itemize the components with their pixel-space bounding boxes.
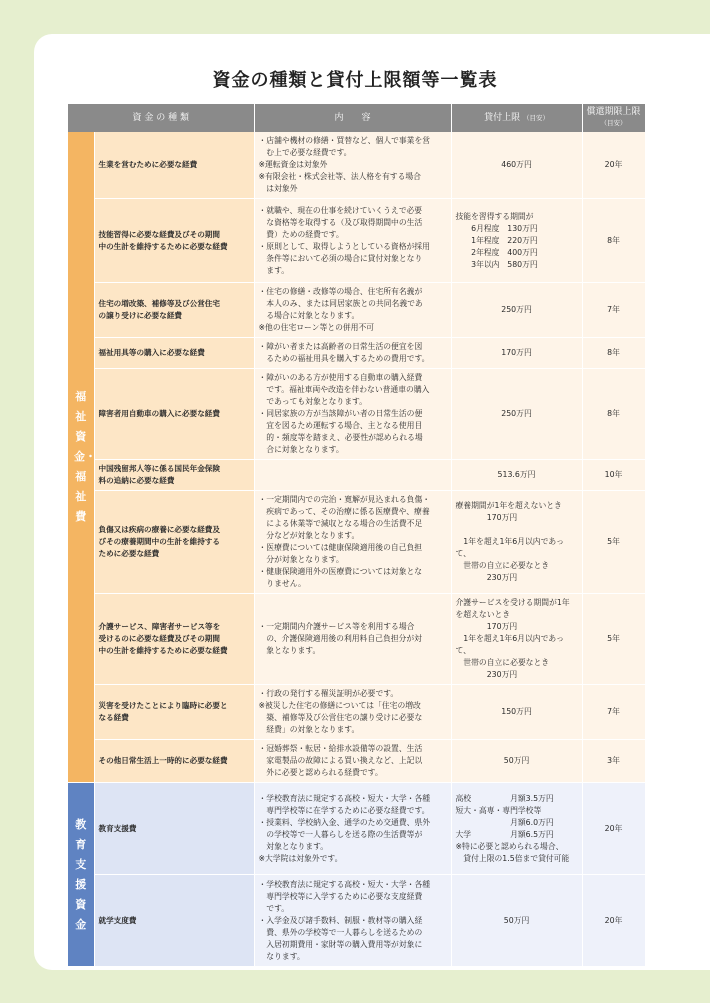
row-content: ・就職や、現在の仕事を続けていくうえで必要 な資格等を取得する（及び取得期間中の生活 費）ための経費です。 ・原則として、取得しようとしている資格が採用 条件等において必須の場合に貸付対象となり ます。: [254, 199, 451, 283]
header-period: [582, 104, 645, 132]
table-row: [68, 594, 645, 685]
row-period: 8年: [582, 338, 645, 369]
row-limit: 高校 月額3.5万円 短大・高専・専門学校等 月額6.0万円 大学 月額6.5万円 ※特に必要と認められる場合、 貸付上限の1.5倍まで貸付可能: [451, 783, 582, 875]
row-content: ・学校教育法に規定する高校・短大・大学・各種 専門学校等に入学するために必要な支度経費 です。 ・入学金及び諸手数料、制服・教材等の購入経 費、県外の学校等で一人暮らしを送るための 入居初期費用・家財等の購入費用等が対象に なります。: [254, 875, 451, 967]
row-limit: 療養期間が1年を超えないとき 170万円 1年を超え1年6月以内であって、 世帯の自立に必要なとき 230万円: [451, 491, 582, 594]
table-row: [68, 783, 645, 875]
group-label-education: 教育支援資金: [68, 783, 94, 967]
row-period: 7年: [582, 685, 645, 740]
header-kind: 資 金 の 種 類: [68, 104, 254, 132]
table-row: [68, 740, 645, 783]
header-limit: [451, 104, 582, 132]
table-row: [68, 338, 645, 369]
row-content: ・障がい者または高齢者の日常生活の便宜を図 るための福祉用具を購入するための費用です。: [254, 338, 451, 369]
table-row: [68, 460, 645, 491]
row-kind: その他日常生活上一時的に必要な経費: [94, 740, 254, 783]
row-kind: 教育支援費: [94, 783, 254, 875]
table-row: [68, 283, 645, 338]
table-row: [68, 875, 645, 967]
page-title: 資金の種類と貸付上限額等一覧表: [212, 70, 498, 91]
row-period: 20年: [582, 783, 645, 875]
header-period-note: （目安）: [600, 119, 627, 127]
row-kind: 福祉用具等の購入に必要な経費: [94, 338, 254, 369]
row-period: 8年: [582, 369, 645, 460]
row-kind: 障害者用自動車の購入に必要な経費: [94, 369, 254, 460]
row-limit: 250万円: [451, 369, 582, 460]
row-kind: 中国残留邦人等に係る国民年金保険 料の追納に必要な経費: [94, 460, 254, 491]
row-content: ・一定期間内での完治・寛解が見込まれる負傷・ 疾病であって、その治療に係る医療費や、療養 による休業等で減収となる場合の生活費不足 分などが対象となります。 ・医療費については健康保険適用後の自己負担 分が対象となります。 ・健康保険適用外の医療費については対象とな りません。: [254, 491, 451, 594]
row-content: ・行政の発行する罹災証明が必要です。 ※被災した住宅の修繕については「住宅の増改 築、補修等及び公営住宅の譲り受けに必要な 経費」の対象となります。: [254, 685, 451, 740]
table-row: [68, 685, 645, 740]
row-kind: 災害を受けたことにより臨時に必要と なる経費: [94, 685, 254, 740]
row-limit: 513.6万円: [451, 460, 582, 491]
row-content: ・店舗や機材の修繕・買替など、個人で事業を営 む上で必要な経費です。 ※運転資金は対象外 ※有限会社・株式会社等、法人格を有する場合 は対象外: [254, 132, 451, 199]
header-content: 内 容: [254, 104, 451, 132]
row-kind: 技能習得に必要な経費及びその期間 中の生計を維持するために必要な経費: [94, 199, 254, 283]
row-limit: 170万円: [451, 338, 582, 369]
row-content: [254, 460, 451, 491]
row-limit: 50万円: [451, 740, 582, 783]
row-kind: 負傷又は疾病の療養に必要な経費及 びその療養期間中の生計を維持する ために必要な経費: [94, 491, 254, 594]
table-row: [68, 199, 645, 283]
table-row: [68, 491, 645, 594]
row-limit: 技能を習得する期間が 6月程度 130万円 1年程度 220万円 2年程度 400万円 3年以内 580万円: [451, 199, 582, 283]
row-limit: 介護サービスを受ける期間が1年 を超えないとき 170万円 1年を超え1年6月以内であって、 世帯の自立に必要なとき 230万円: [451, 594, 582, 685]
row-kind: 介護サービス、障害者サービス等を 受けるのに必要な経費及びその期間 中の生計を維持するために必要な経費: [94, 594, 254, 685]
row-content: ・障がいのある方が使用する自動車の購入経費 です。福祉車両や改造を伴わない普通車の購入 であっても対象となります。 ・同居家族の方が当該障がい者の日常生活の便 宜を図るため運転する場合、主となる使用目 的・頻度等を踏まえ、必要性が認められる場 合に対象となります。: [254, 369, 451, 460]
header-limit-label: 貸付上限: [484, 112, 521, 123]
header-period-label: 償還期限上限: [586, 107, 641, 118]
row-period: 5年: [582, 594, 645, 685]
row-period: 7年: [582, 283, 645, 338]
row-kind: 就学支度費: [94, 875, 254, 967]
table-row: [68, 369, 645, 460]
row-period: 5年: [582, 491, 645, 594]
row-limit: 150万円: [451, 685, 582, 740]
row-limit: 50万円: [451, 875, 582, 967]
table-row: [68, 132, 645, 199]
row-kind: 生業を営むために必要な経費: [94, 132, 254, 199]
row-period: 3年: [582, 740, 645, 783]
header-limit-note: （目安）: [522, 113, 549, 122]
row-content: ・一定期間内介護サービス等を利用する場合 の、介護保険適用後の利用料自己負担分が対 象となります。: [254, 594, 451, 685]
row-content: ・冠婚葬祭・転居・給排水設備等の設置、生活 家電製品の故障による買い換えなど、上記以 外に必要と認められる経費です。: [254, 740, 451, 783]
row-limit: 250万円: [451, 283, 582, 338]
header-row: [68, 104, 645, 132]
row-limit: 460万円: [451, 132, 582, 199]
row-period: 8年: [582, 199, 645, 283]
row-period: 20年: [582, 132, 645, 199]
row-kind: 住宅の増改築、補修等及び公営住宅 の譲り受けに必要な経費: [94, 283, 254, 338]
row-content: ・学校教育法に規定する高校・短大・大学・各種 専門学校等に在学するために必要な経費です。 ・授業料、学校納入金、通学のため交通費、県外 の学校等で一人暮らしを送る際の生活費等が 対象となります。 ※大学院は対象外です。: [254, 783, 451, 875]
group-label-welfare: 福祉資金・福祉費: [68, 132, 94, 783]
loan-table: [68, 104, 646, 967]
row-period: 20年: [582, 875, 645, 967]
row-period: 10年: [582, 460, 645, 491]
row-content: ・住宅の修繕・改修等の場合、住宅所有名義が 本人のみ、または同居家族との共同名義であ る場合に対象となります。 ※他の住宅ローン等との併用不可: [254, 283, 451, 338]
